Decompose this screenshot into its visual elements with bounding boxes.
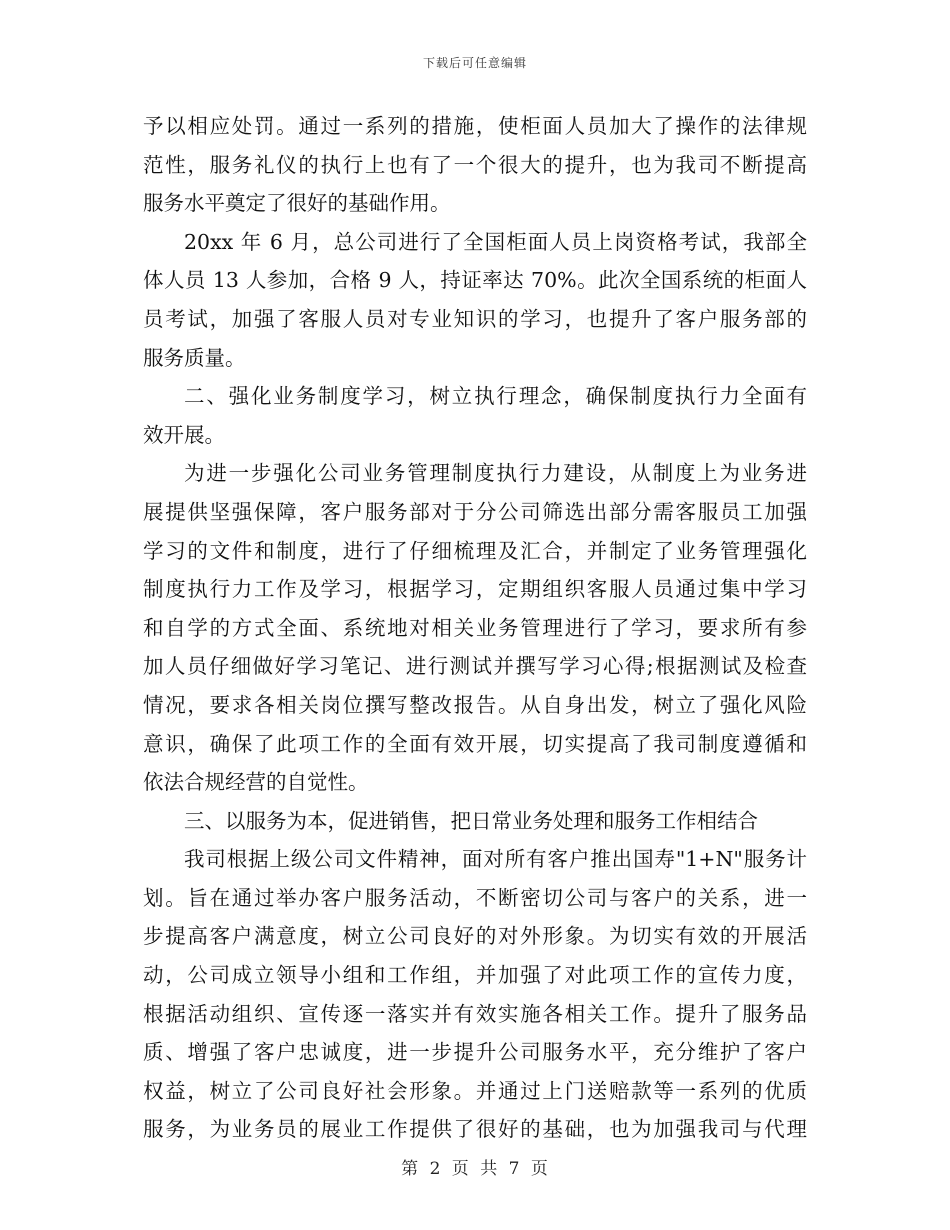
- text-line: 服务水平奠定了很好的基础作用。: [143, 191, 451, 216]
- page-header: 下载后可任意编辑: [422, 56, 527, 70]
- text-line: 权益，树立了公司良好社会形象。并通过上门送赔款等一系列的优质: [143, 1078, 807, 1103]
- section-heading-line: 效开展。: [143, 422, 225, 447]
- text-line: 学习的文件和制度，进行了仔细梳理及汇合，并制定了业务管理强化: [143, 538, 807, 563]
- text-line: 和自学的方式全面、系统地对相关业务管理进行了学习，要求所有参: [143, 615, 807, 640]
- text-line: 为进一步强化公司业务管理制度执行力建设，从制度上为业务进: [184, 461, 807, 486]
- text-line: 根据活动组织、宣传逐一落实并有效实施各相关工作。提升了服务品: [143, 1001, 807, 1026]
- text-line: 予以相应处罚。通过一系列的措施，使柜面人员加大了操作的法律规: [143, 114, 807, 138]
- section-heading-line: 三、以服务为本，促进销售，把日常业务处理和服务工作相结合: [184, 808, 758, 833]
- document-body: [143, 107, 807, 1149]
- text-line: 步提高客户满意度，树立公司良好的对外形象。为切实有效的开展活: [143, 924, 807, 949]
- text-line: 情况，要求各相关岗位撰写整改报告。从自身出发，树立了强化风险: [143, 692, 807, 717]
- page-number-footer: 第 2 页 共 7 页: [401, 1159, 549, 1179]
- text-line: 动，公司成立领导小组和工作组，并加强了对此项工作的宣传力度，: [143, 963, 807, 988]
- text-line: 服务质量。: [143, 345, 246, 370]
- text-line: 体人员 13 人参加，合格 9 人，持证率达 70%。此次全国系统的柜面人: [143, 268, 807, 293]
- section-heading-line: 二、强化业务制度学习，树立执行理念，确保制度执行力全面有: [184, 384, 807, 409]
- text-line: 展提供坚强保障，客户服务部对于分公司筛选出部分需客服员工加强: [143, 499, 807, 524]
- text-line: 我司根据上级公司文件精神，面对所有客户推出国寿"1+N"服务计: [184, 847, 807, 872]
- text-line: 服务，为业务员的展业工作提供了很好的基础，也为加强我司与代理: [143, 1117, 807, 1142]
- text-line: 加人员仔细做好学习笔记、进行测试并撰写学习心得;根据测试及检查: [143, 654, 807, 679]
- text-line: 员考试，加强了客服人员对专业知识的学习，也提升了客户服务部的: [143, 306, 807, 331]
- text-line: 质、增强了客户忠诚度，进一步提升公司服务水平，充分维护了客户: [143, 1040, 807, 1065]
- text-line: 依法合规经营的自觉性。: [143, 770, 369, 795]
- text-line: 20xx 年 6 月，总公司进行了全国柜面人员上岗资格考试，我部全: [184, 229, 807, 254]
- text-line: 制度执行力工作及学习，根据学习，定期组织客服人员通过集中学习: [143, 577, 807, 602]
- text-line: 意识，确保了此项工作的全面有效开展，切实提高了我司制度遵循和: [143, 731, 807, 756]
- text-line: 范性，服务礼仪的执行上也有了一个很大的提升，也为我司不断提高: [143, 152, 807, 177]
- text-line: 划。旨在通过举办客户服务活动，不断密切公司与客户的关系，进一: [143, 885, 807, 910]
